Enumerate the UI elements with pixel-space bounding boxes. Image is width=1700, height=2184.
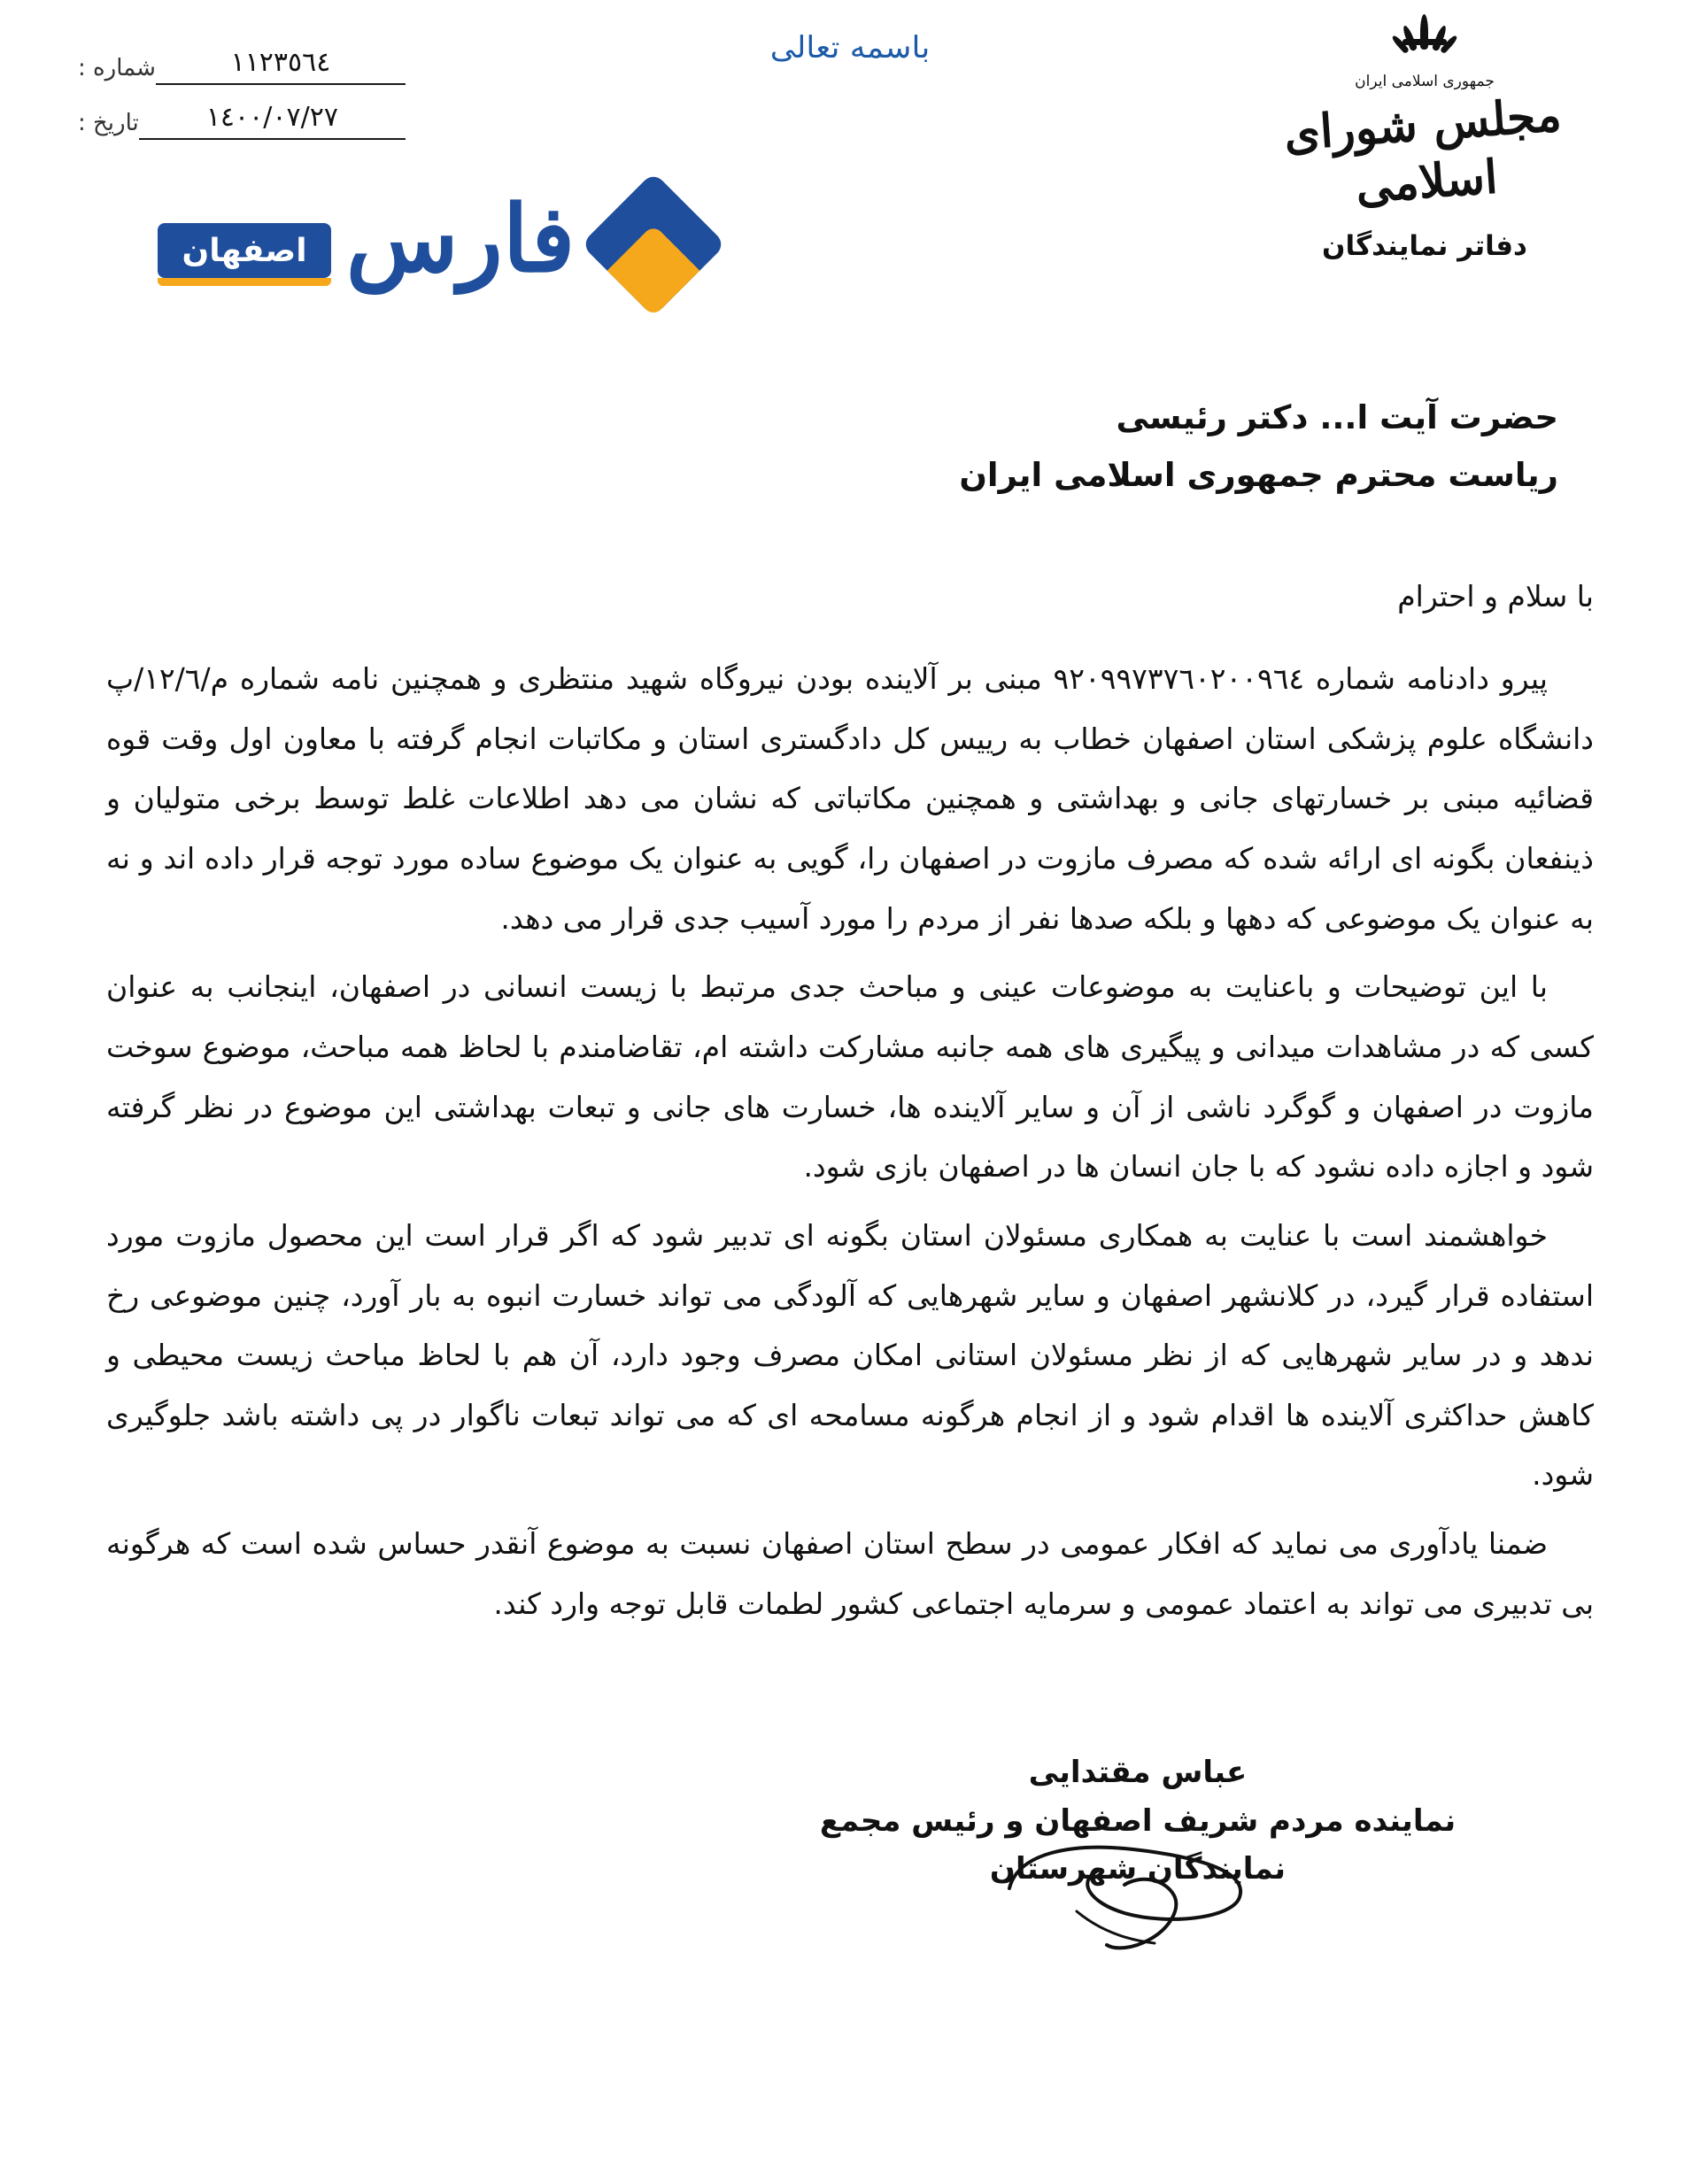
addressee-block xyxy=(0,390,1700,505)
letter-number-row xyxy=(78,30,406,85)
letter-number-value: ١١٢٣٥٦٤ xyxy=(156,47,406,85)
basmala xyxy=(753,32,947,65)
paragraph-1: پیرو دادنامه شماره ٩٢٠٩٩٧٣٧٦٠٢٠٠٩٦٤ مبنی بر آلاینده بودن نیروگاه شهید منتظری و همچنین نامه شماره م/١٢/٦/پ دانشگاه علوم پزشکی استان اصفهان خطاب به رییس کل دادگستری استان و مکاتبات انجام گرفته با معاون اول وقت قوه قضائیه مبنی بر خسارتهای جانی و بهداشتی و همچنین مکاتباتی که نشان می دهد اطلاعات غلط توسط برخی متولیان و ذینفعان بگونه ای ارائه شده که مصرف مازوت در اصفهان را، گویی به عنوان یک موضوع ساده مورد توجه قرار داده اند و نه به عنوان یک موضوعی که دهها و بلکه صدها نفر از مردم را مورد آسیب جدی قرار می دهد. xyxy=(106,661,1594,936)
signature-block xyxy=(770,1748,1505,1893)
fars-wordmark: فارس xyxy=(345,184,576,293)
signatory-role-line1: نماینده مردم شریف اصفهان و رئیس مجمع xyxy=(819,1802,1457,1839)
paragraph-2: با این توضیحات و باعنایت به موضوعات عینی و مباحث جدی مرتبط با زیست انسانی در اصفهان، اینجانب به عنوان کسی که در مشاهدات میدانی و پیگیری های همه جانبه مشارکت داشته ام، تقاضامندم با لحاظ همه مباحث، موضوع سوخت مازوت در اصفهان و گوگرد ناشی از آن و سایر آلاینده ها، خسارت های جانی و تبعات بهداشتی این موضوع در نظر گرفته شود و اجازه داده نشود که با جان انسان ها در اصفهان بازی شود. xyxy=(106,969,1594,1185)
emblem-country-name: جمهوری اسلامی ایران xyxy=(1355,73,1495,90)
letterhead xyxy=(0,0,1700,381)
emblem-subtitle: دفاتر نمایندگان xyxy=(1322,230,1527,262)
signatory-role-line2: نمایندگان شهرستان xyxy=(989,1851,1287,1887)
parliament-emblem-block xyxy=(1234,12,1615,262)
fars-city-badge: اصفهان xyxy=(158,223,331,278)
fars-city-underline xyxy=(158,278,331,286)
letter-date-label: تاریخ : xyxy=(78,110,139,136)
addressee-name: حضرت آیت ا... دکتر رئیسی xyxy=(1116,398,1558,436)
paragraph-3: خواهشمند است با عنایت به همکاری مسئولان استان بگونه ای تدبیر شود که اگر قرار است این محصول مازوت مورد استفاده قرار گیرد، در کلانشهر اصفهان و سایر شهرهایی که آلودگی می تواند خسارت انبوه به بار آورد، چنین موضوعی رخ ندهد و در سایر شهرهایی که از نظر مسئولان استانی امکان مصرف وجود دارد، آن هم با لحاظ مباحث زیست محیطی و کاهش حداکثری آلاینده ها اقدام شود و از انجام هرگونه مسامحه ای که می تواند تبعات ناگوار در پی داشته باشد جلوگیری شود. xyxy=(106,1217,1594,1493)
salutation: با سلام و احترام xyxy=(1397,578,1594,614)
paragraph-4: ضمنا یادآوری می نماید که افکار عمومی در سطح استان اصفهان نسبت به موضوع آنقدر حساس شده است که هرگونه بی تدبیری می تواند به اعتماد عمومی و سرمایه اجتماعی کشور لطمات قابل توجه وارد کند. xyxy=(106,1526,1594,1621)
fars-logo xyxy=(80,186,717,336)
letter-body xyxy=(106,567,1594,1634)
letter-date-value: ١٤٠٠/٠٧/٢٧ xyxy=(139,102,406,140)
addressee-title: ریاست محترم جمهوری اسلامی ایران xyxy=(959,455,1558,494)
signatory-name: عباس مقتدایی xyxy=(1028,1755,1248,1791)
fars-diamond-icon xyxy=(581,172,726,317)
letter-number-label: شماره : xyxy=(78,55,156,81)
emblem-title: مجلس شورای اسلامی xyxy=(1282,88,1564,214)
letter-meta xyxy=(78,30,406,140)
iran-emblem-icon xyxy=(1397,12,1452,71)
letter-date-row xyxy=(78,85,406,140)
basmala-text: باسمه تعالی xyxy=(769,30,931,66)
